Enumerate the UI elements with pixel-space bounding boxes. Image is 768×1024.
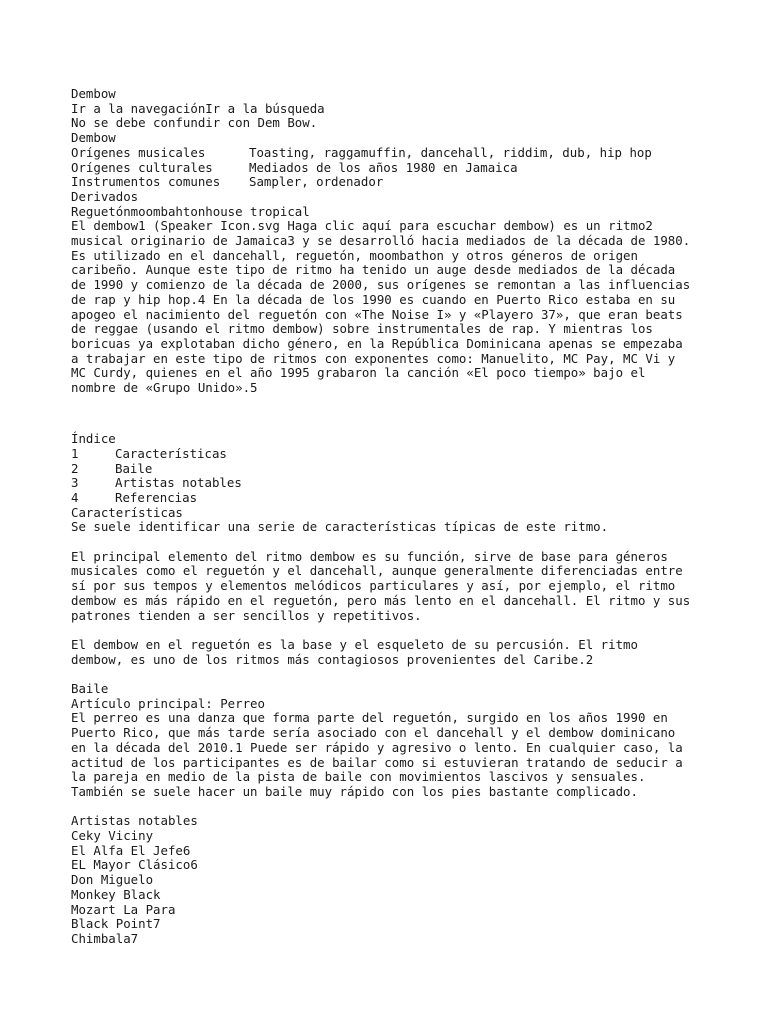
toc-number: 4 — [71, 489, 79, 505]
artist-link[interactable]: Ceky Viciny — [71, 828, 154, 844]
toc-heading: Índice — [71, 431, 116, 447]
text-line: de rap y hip hop.4 En la década de los 1990 es cuando en Puerto Rico estaba en su — [71, 291, 676, 307]
infobox-value: Toasting, raggamuffin, dancehall, riddim, dub, hip hop — [249, 144, 652, 160]
text-line: El dembow1 (Speaker Icon.svg Haga clic aquí para escuchar dembow) es un ritmo2 — [71, 218, 653, 234]
toc-link[interactable]: Características — [115, 445, 227, 461]
text-line: boricuas ya explotaban dicho género, en la República Dominicana apenas se empezaba — [71, 335, 683, 351]
text-line: patrones tienden a ser sencillos y repetitivos. — [71, 607, 422, 623]
section-heading: Baile — [71, 681, 109, 697]
toc-number: 3 — [71, 475, 79, 491]
text-line: Puerto Rico, que más tarde sería asociado con el dancehall y el dembow dominicano — [71, 725, 676, 741]
text-line: El dembow en el reguetón es la base y el esqueleto de su percusión. El ritmo — [71, 636, 638, 652]
toc-item[interactable] — [71, 491, 748, 506]
toc-link[interactable]: Baile — [115, 460, 153, 476]
text-line: El principal elemento del ritmo dembow es su función, sirve de base para géneros — [71, 548, 668, 564]
toc-item[interactable] — [71, 447, 748, 462]
text-line: la pareja en medio de la pista de baile con movimientos lascivos y sensuales. — [71, 769, 646, 785]
text-line: en la década del 2010.1 Puede ser rápido y agresivo o lento. En cualquier caso, la — [71, 739, 683, 755]
infobox-key: Instrumentos comunes — [71, 174, 221, 190]
nav-links[interactable]: Ir a la navegaciónIr a la búsqueda — [71, 100, 325, 116]
text-line: actitud de los participantes es de bailar como si estuvieran tratando de seducir a — [71, 754, 683, 770]
artist-link[interactable]: Chimbala7 — [71, 931, 139, 946]
section-baile — [71, 682, 748, 800]
section-artistas — [71, 814, 748, 946]
infobox-derived-value: Reguetónmoombahtonhouse tropical — [71, 203, 310, 219]
text-line: sí por sus tempos y elementos melódicos particulares y así, por ejemplo, el ritmo — [71, 578, 676, 594]
text-line: dembow, es uno de los ritmos más contagiosos provenientes del Caribe.2 — [71, 651, 594, 667]
infobox-value: Mediados de los años 1980 en Jamaica — [249, 159, 518, 175]
main-article-link[interactable]: Artículo principal: Perreo — [71, 695, 265, 711]
text-line: a trabajar en este tipo de ritmos con exponentes como: Manuelito, MC Pay, MC Vi y — [71, 350, 676, 366]
text-line: Se suele identificar una serie de características típicas de este ritmo. — [71, 519, 609, 535]
text-line: nombre de «Grupo Unido».5 — [71, 380, 258, 396]
text-line: musical originario de Jamaica3 y se desarrolló hacia mediados de la década de 1980. — [71, 233, 691, 249]
infobox-row — [71, 161, 748, 176]
infobox-value: Sampler, ordenador — [249, 174, 384, 190]
text-line: musicales como el reguetón y el dancehall, aunque generalmente diferenciadas entre — [71, 563, 683, 579]
infobox-derived-label: Derivados — [71, 188, 139, 204]
infobox-key: Orígenes culturales — [71, 159, 213, 175]
infobox-key: Orígenes musicales — [71, 144, 206, 160]
toc-link[interactable]: Referencias — [115, 489, 198, 505]
text-line: dembow es más rápido en el reguetón, pero más lento en el dancehall. El ritmo y sus — [71, 592, 691, 608]
toc-item[interactable] — [71, 476, 748, 491]
text-line: MC Curdy, quienes en el año 1995 grabaron la canción «El poco tiempo» bajo el — [71, 365, 646, 381]
intro-paragraph — [71, 219, 748, 395]
text-line: de reggae (usando el ritmo dembow) sobre instrumentales de rap. Y mientras los — [71, 321, 653, 337]
artist-link[interactable]: Don Miguelo — [71, 872, 154, 888]
toc-link[interactable]: Artistas notables — [115, 475, 242, 491]
text-line: El perreo es una danza que forma parte del reguetón, surgido en los años 1990 en — [71, 710, 668, 726]
artist-link[interactable]: Monkey Black — [71, 886, 161, 902]
disambiguation-note: No se debe confundir con Dem Bow. — [71, 115, 318, 131]
section-caracteristicas — [71, 506, 748, 668]
toc-item[interactable] — [71, 462, 748, 477]
toc-number: 2 — [71, 460, 79, 476]
section-heading: Características — [71, 504, 183, 520]
text-line: de 1990 y comienzo de la década de 2000, sus orígenes se remontan a las influencias — [71, 277, 691, 293]
text-line: También se suele hacer un baile muy rápido con los pies bastante complicado. — [71, 783, 638, 799]
artist-link[interactable]: Black Point7 — [71, 916, 161, 932]
infobox-title: Dembow — [71, 130, 116, 146]
artist-link[interactable]: El Alfa El Jefe6 — [71, 842, 191, 858]
article-title: Dembow — [71, 86, 116, 101]
infobox — [71, 131, 748, 219]
text-line: caribeño. Aunque este tipo de ritmo ha tenido un auge desde mediados de la década — [71, 262, 676, 278]
infobox-row — [71, 146, 748, 161]
artist-link[interactable]: EL Mayor Clásico6 — [71, 857, 198, 873]
section-heading: Artistas notables — [71, 813, 198, 829]
infobox-row — [71, 175, 748, 190]
table-of-contents — [71, 432, 748, 506]
toc-number: 1 — [71, 445, 79, 461]
text-line: Es utilizado en el dancehall, reguetón, moombathon y otros géneros de origen — [71, 247, 638, 263]
artist-link[interactable]: Mozart La Para — [71, 901, 176, 917]
text-line: apogeo el nacimiento del reguetón con «The Noise I» y «Playero 37», que eran beats — [71, 306, 683, 322]
